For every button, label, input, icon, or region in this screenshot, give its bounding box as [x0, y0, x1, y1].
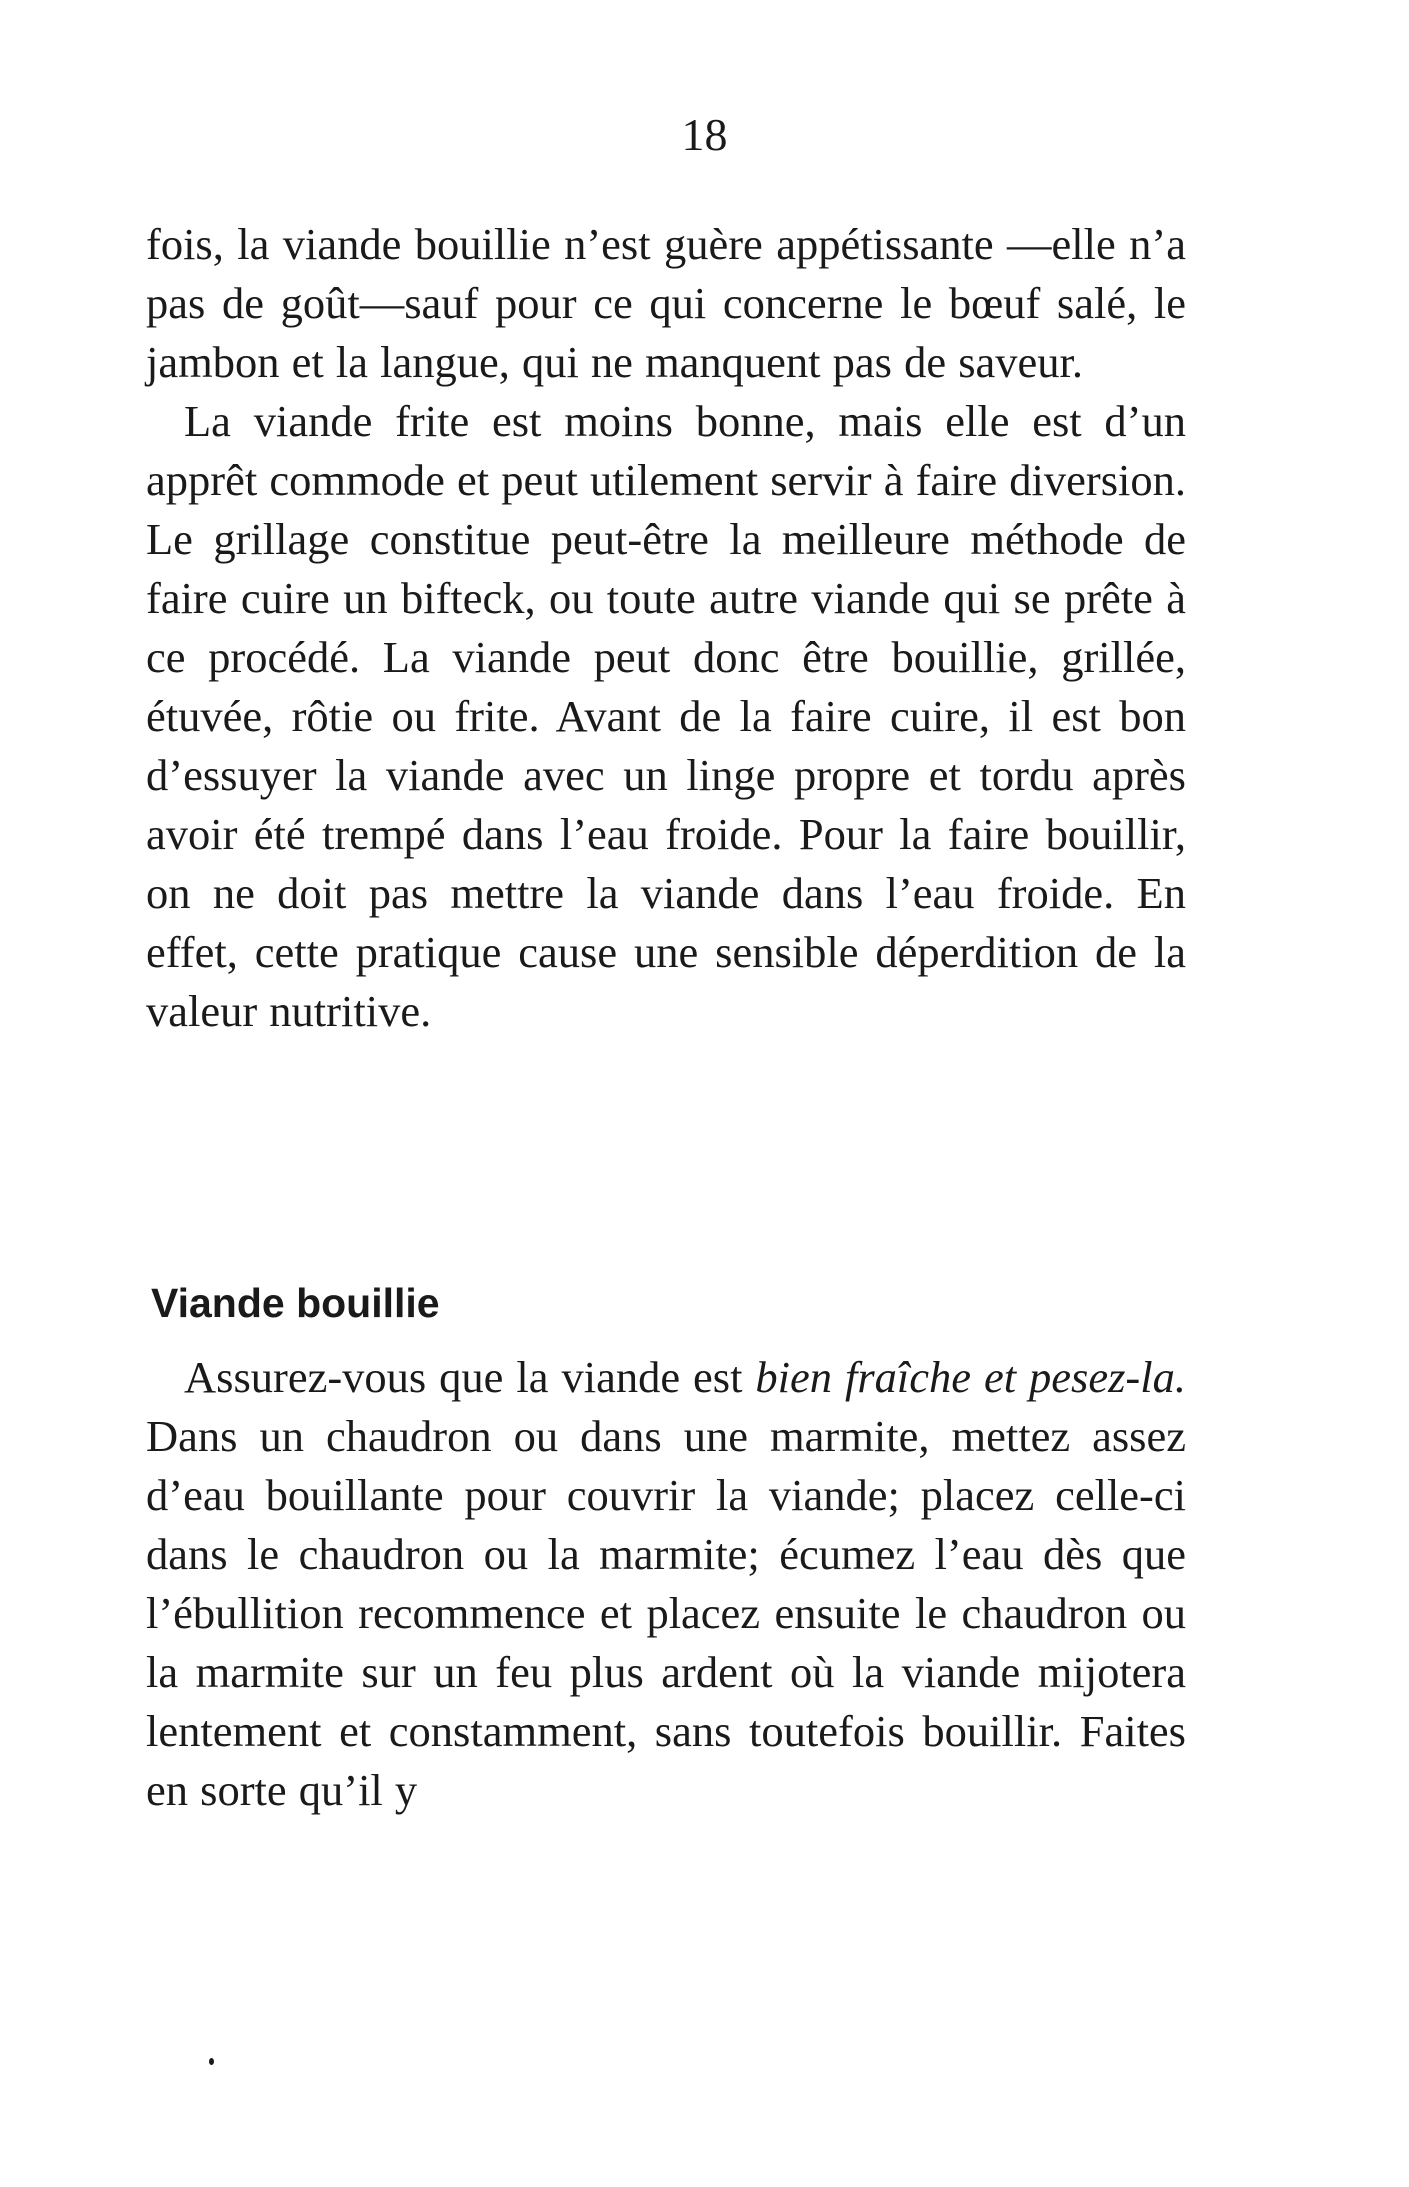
section-heading: Viande bouillie [151, 1280, 440, 1326]
ink-speck [209, 2058, 214, 2065]
paragraph-boiled-meat-taste: fois, la viande bouillie n’est guère appétissante —elle n’a pas de goût—sauf pour ce qui concerne le bœuf salé, le jambon et la langue, qui ne manquent pas de saveur. [146, 219, 1186, 387]
italic-text-run: bien fraîche et pesez-la. [755, 1352, 1186, 1402]
text-run: Assurez-vous que la viande est [184, 1352, 756, 1402]
body-text-top [146, 215, 1186, 1041]
paragraph-boiling-instructions [146, 1348, 1186, 1820]
text-run: Dans un chaudron ou dans une marmite, mettez assez d’eau bouillante pour couvrir la viande; placez celle-ci dans le chaudron ou la marmite; écumez l’eau dès que l’ébullition recommence et placez ensuite le chaudron ou la marmite sur un feu plus ardent où la viande mijotera lentement et constamment, sans toutefois bouillir. Faites en sorte qu’il y [146, 1411, 1186, 1815]
page-number: 18 [681, 109, 728, 160]
paragraph-cooking-methods: La viande frite est moins bonne, mais elle est d’un apprêt commode et peut utilement servir à faire diversion. Le grillage constitue peut-être la meilleure méthode de faire cuire un bifteck, ou toute autre viande qui se prête à ce procédé. La viande peut donc être bouillie, grillée, étuvée, rôtie ou frite. Avant de la faire cuire, il est bon d’essuyer la viande avec un linge propre et tordu après avoir été trempé dans l’eau froide. Pour la faire bouillir, on ne doit pas mettre la viande dans l’eau froide. En effet, cette pratique cause une sensible déperdition de la valeur nutritive. [146, 396, 1186, 1036]
body-text-section [146, 1348, 1186, 1820]
